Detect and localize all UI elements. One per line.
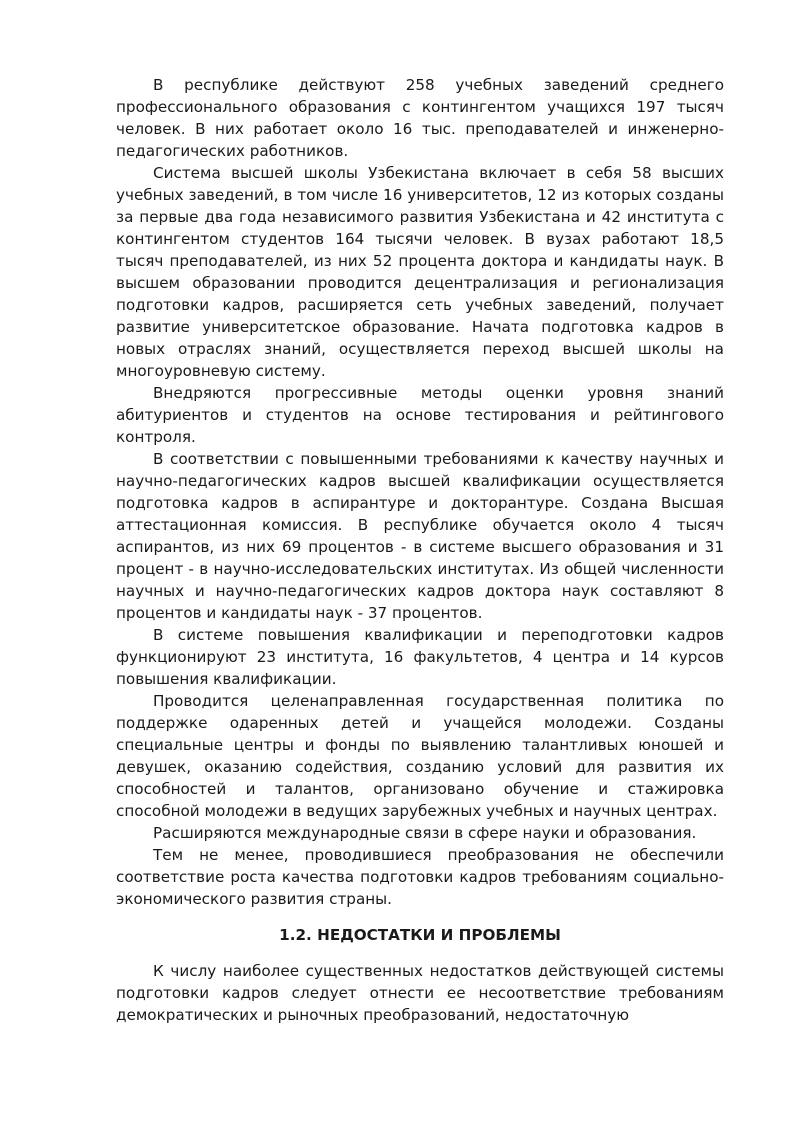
paragraph-reforms-insufficient: Тем не менее, проводившиеся преобразования не обеспечили соответствие роста качества подготовки кадров требованиям социально-экономического развития страны.: [116, 846, 724, 908]
section-heading: 1.2. НЕДОСТАТКИ И ПРОБЛЕМЫ: [279, 926, 561, 944]
document-page: [116, 74, 724, 1026]
paragraph-shortcomings: К числу наиболее существенных недостатков действующей системы подготовки кадров следует отнести ее несоответствие требованиям демократических и рыночных преобразований, недостаточную: [116, 962, 724, 1024]
paragraph-international-ties: Расширяются международные связи в сфере науки и образования.: [153, 824, 697, 842]
paragraph-postgraduate-training: В соответствии с повышенными требованиями к качеству научных и научно-педагогических кадров высшей квалификации осуществляется подготовка кадров в аспирантуре и докторантуре. Создана Высшая аттестационная комиссия. В республике обучается около 4 тысяч аспирантов, из них 69 процентов - в системе высшего образования и 31 процент - в научно-исследовательских институтах. Из общей численности научных и научно-педагогических кадров доктора наук составляют 8 процентов и кандидаты наук - 37 процентов.: [116, 450, 724, 622]
paragraph-assessment-methods: Внедряются прогрессивные методы оценки уровня знаний абитуриентов и студентов на основе тестирования и рейтингового контроля.: [116, 384, 724, 446]
paragraph-gifted-youth-policy: Проводится целенаправленная государственная политика по поддержке одаренных детей и учащейся молодежи. Созданы специальные центры и фонды по выявлению талантливых юношей и девушек, оказанию содействия, созданию условий для развития их способностей и талантов, организовано обучение и стажировка способной молодежи в ведущих зарубежных учебных и научных центрах.: [116, 692, 724, 820]
paragraph-higher-school-system: Система высшей школы Узбекистана включает в себя 58 высших учебных заведений, в том числе 16 университетов, 12 из которых созданы за первые два года независимого развития Узбекистана и 42 института с контингентом студентов 164 тысячи человек. В вузах работают 18,5 тысяч преподавателей, из них 52 процента доктора и кандидаты наук. В высшем образовании проводится децентрализация и регионализация подготовки кадров, расширяется сеть учебных заведений, получает развитие университетское образование. Начата подготовка кадров в новых отраслях знаний, осуществляется переход высшей школы на многоуровневую систему.: [116, 164, 724, 380]
paragraph-secondary-vocational: В республике действуют 258 учебных заведений среднего профессионального образования с контингентом учащихся 197 тысяч человек. В них работает около 16 тыс. преподавателей и инженерно-педагогических работников.: [116, 76, 724, 160]
paragraph-qualification-upgrade: В системе повышения квалификации и переподготовки кадров функционируют 23 института, 16 факультетов, 4 центра и 14 курсов повышения квалификации.: [116, 626, 724, 688]
